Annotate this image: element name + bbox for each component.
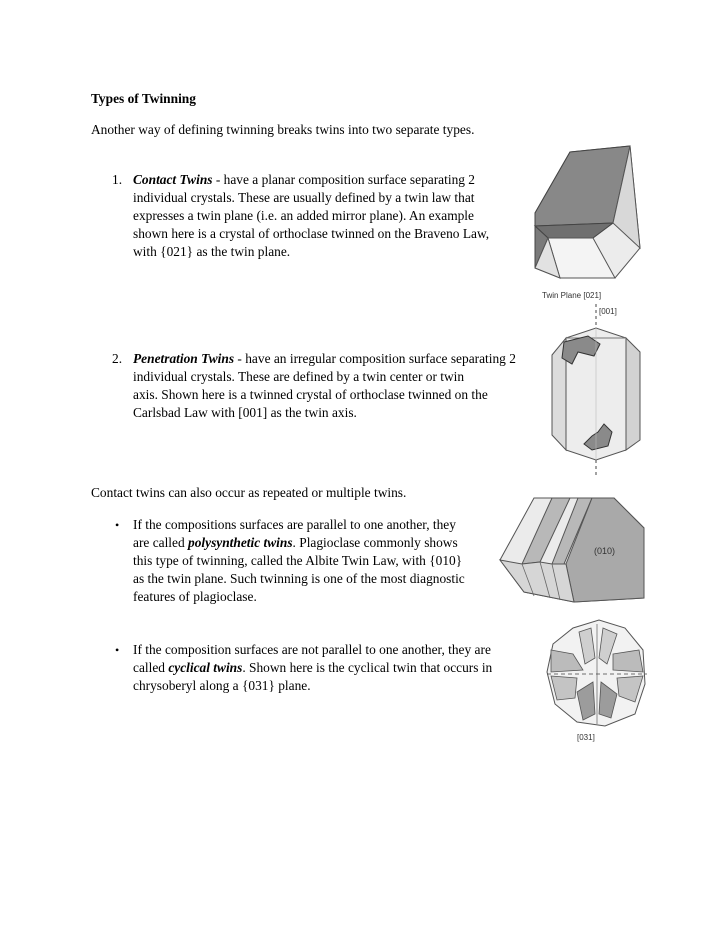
list-item-penetration-twins: [133, 350, 516, 368]
polysynthetic-twin-figure: [494, 492, 654, 610]
list-line: axis. Shown here is a twinned crystal of orthoclase twinned on the: [133, 387, 488, 402]
bullet-line: If the compositions surfaces are parallel to one another, they: [133, 517, 456, 532]
contact-twin-figure: [520, 138, 670, 308]
list-line: expresses a twin plane (i.e. an added mirror plane). An example: [133, 208, 474, 223]
figure-label-031: [031]: [577, 733, 595, 742]
intro-text: Another way of defining twinning breaks twins into two separate types.: [91, 122, 475, 137]
bullet-line: as the twin plane. Such twinning is one of the most diagnostic: [133, 571, 465, 586]
list-number: 2.: [112, 351, 123, 366]
bullet-marker: •: [115, 643, 120, 657]
list-line: - have an irregular composition surface separating 2: [234, 351, 516, 366]
bullet-line: chrysoberyl along a {031} plane.: [133, 678, 311, 693]
bullet-line: this type of twinning, called the Albite Twin Law, with {010}: [133, 553, 463, 568]
bullet-marker: •: [115, 518, 120, 532]
list-line: individual crystals. These are usually defined by a twin law that: [133, 190, 475, 205]
bullet-text: are called: [133, 535, 189, 550]
list-line: - have a planar composition surface separating 2: [212, 172, 476, 187]
list-line: individual crystals. These are defined by a twin center or twin: [133, 369, 465, 384]
bullet-text: called: [133, 660, 169, 675]
list-line: Carlsbad Law with [001] as the twin axis.: [133, 405, 357, 420]
bullet-line: features of plagioclase.: [133, 589, 257, 604]
term-penetration-twins: Penetration Twins: [133, 351, 235, 366]
figure-label-twin-axis: [001]: [599, 307, 617, 316]
list-number: 1.: [112, 172, 123, 187]
bullet-line: [133, 534, 458, 552]
bullet-text: . Shown here is the cyclical twin that occurs in: [242, 660, 493, 675]
bullet-text: . Plagioclase commonly shows: [292, 535, 458, 550]
bullet-line: If the composition surfaces are not parallel to one another, they are: [133, 642, 491, 657]
list-item-contact-twins: [133, 171, 475, 189]
term-polysynthetic-twins: polysynthetic twins: [188, 535, 293, 550]
figure-label-010: (010): [594, 546, 616, 556]
contact-multiple-intro: Contact twins can also occur as repeated or multiple twins.: [91, 485, 407, 500]
figure-label-twin-plane: Twin Plane [021]: [542, 291, 602, 300]
penetration-twin-figure: [548, 300, 658, 485]
term-cyclical-twins: cyclical twins: [168, 660, 243, 675]
list-line: shown here is a crystal of orthoclase twinned on the Braveno Law,: [133, 226, 490, 241]
bullet-line: [133, 659, 492, 677]
term-contact-twins: Contact Twins: [133, 172, 213, 187]
cyclical-twin-figure: [543, 614, 653, 744]
list-line: with {021} as the twin plane.: [133, 244, 291, 259]
section-heading: Types of Twinning: [91, 91, 196, 106]
